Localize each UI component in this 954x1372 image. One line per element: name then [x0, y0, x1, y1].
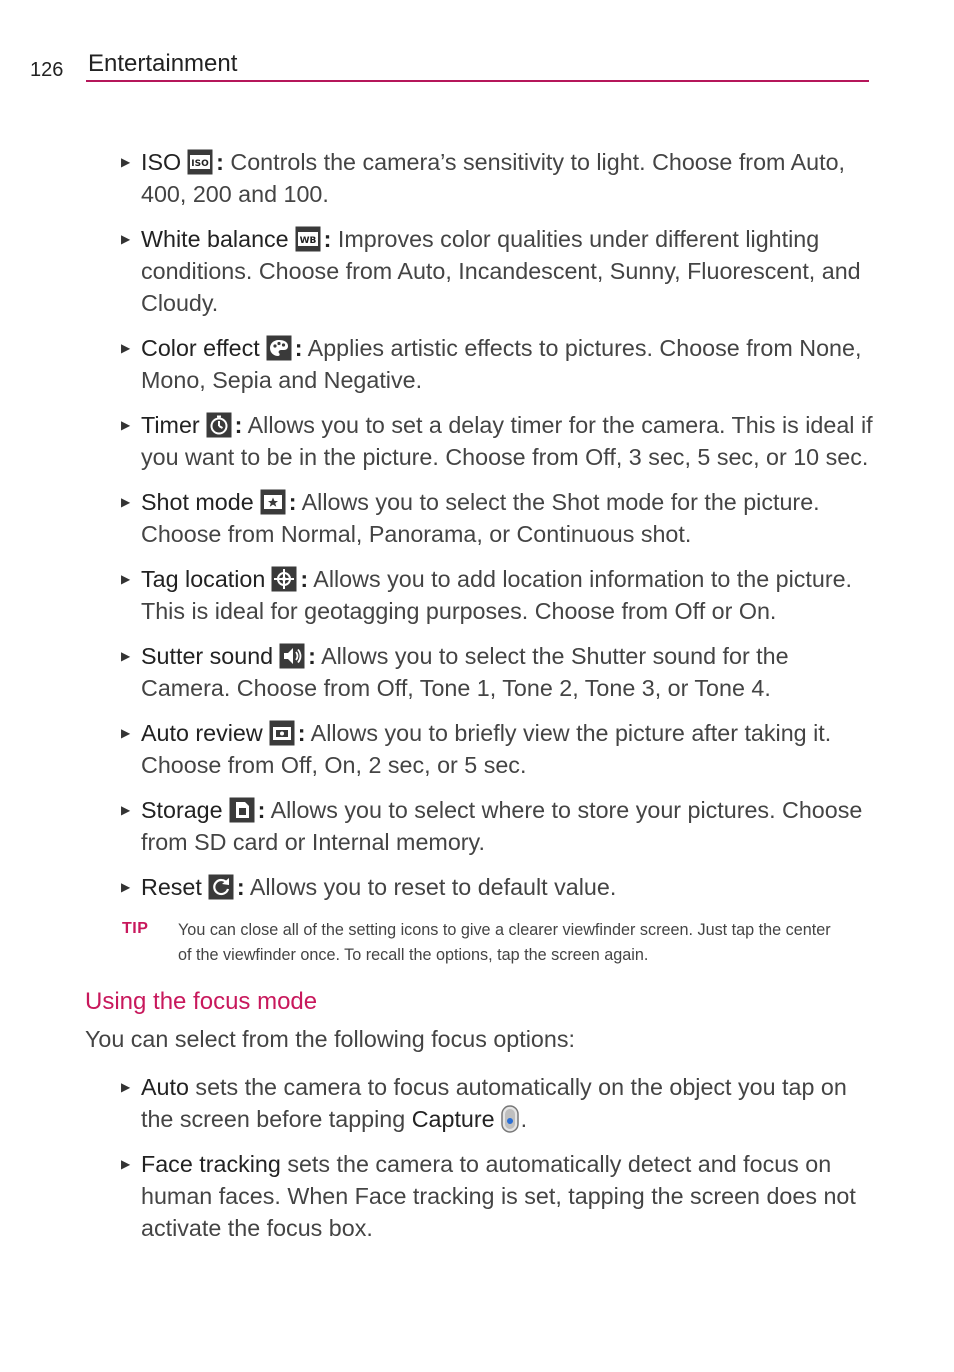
list-item-color-effect: [118, 332, 878, 396]
item-separator: :: [216, 149, 224, 175]
svg-text:WB: WB: [299, 236, 317, 246]
item-description: Controls the camera’s sensitivity to light. Choose from Auto, 400, 200 and 100.: [141, 149, 846, 207]
storage-icon: [229, 797, 255, 823]
bullet-icon: ▶: [121, 803, 131, 817]
list-item-shot-mode: [118, 486, 878, 550]
tag-location-icon: [271, 566, 297, 592]
item-term: Sutter sound: [141, 643, 274, 669]
shutter-sound-icon: [279, 643, 305, 669]
item-term: Color effect: [141, 335, 260, 361]
list-item-tag-location: [118, 563, 878, 627]
tip-text: You can close all of the setting icons to give a clearer viewfinder screen. Just tap the center of the viewfinder once. To recall the options, tap the screen again.: [178, 921, 831, 964]
item-separator: :: [300, 566, 309, 592]
item-term: Auto review: [141, 720, 263, 746]
item-end: .: [520, 1106, 528, 1132]
list-item-white-balance: [118, 223, 878, 319]
list-item-auto-focus: [118, 1071, 878, 1135]
focus-options-list: [118, 1071, 878, 1257]
item-term: Timer: [141, 412, 200, 438]
item-separator: :: [323, 226, 332, 252]
item-term: Tag location: [141, 566, 266, 592]
list-item-face-tracking: [118, 1148, 878, 1244]
item-term: Face tracking: [141, 1151, 281, 1177]
item-description: Allows you to select where to store your pictures. Choose from SD card or Internal memory.: [141, 797, 863, 855]
reset-icon: [208, 874, 234, 900]
item-separator: :: [297, 720, 306, 746]
item-description: Improves color qualities under different lighting conditions. Choose from Auto, Incandescent, Sunny, Fluorescent, and Cloudy.: [141, 226, 861, 316]
list-item-shutter-sound: [118, 640, 878, 704]
list-item-auto-review: [118, 717, 878, 781]
list-item-iso: [118, 146, 878, 210]
list-item-storage: [118, 794, 878, 858]
focus-mode-heading: Using the focus mode: [85, 988, 318, 1015]
list-item-timer: [118, 409, 878, 473]
section-title: Entertainment: [88, 50, 238, 77]
capture-label: Capture: [411, 1106, 495, 1132]
item-term: Reset: [141, 874, 202, 900]
item-term: Storage: [141, 797, 223, 823]
item-term: Auto: [141, 1074, 189, 1100]
auto-review-icon: [269, 720, 295, 746]
item-separator: :: [234, 412, 243, 438]
page-number: 126: [30, 59, 64, 81]
white-balance-icon: [295, 226, 321, 252]
bullet-icon: ▶: [121, 418, 131, 432]
bullet-icon: ▶: [121, 1157, 131, 1171]
shot-mode-icon: [260, 489, 286, 515]
item-description: Applies artistic effects to pictures. Choose from None, Mono, Sepia and Negative.: [141, 335, 862, 393]
bullet-icon: ▶: [121, 155, 131, 169]
bullet-icon: ▶: [121, 880, 131, 894]
tip-label: TIP: [122, 920, 149, 937]
bullet-icon: ▶: [121, 649, 131, 663]
item-term: ISO: [141, 149, 182, 175]
bullet-icon: ▶: [121, 341, 131, 355]
item-separator: :: [308, 643, 316, 669]
item-description: sets the camera to focus automatically on the object you tap on the screen before tapping: [141, 1074, 847, 1132]
list-item-reset: [118, 871, 878, 903]
item-separator: :: [236, 874, 245, 900]
capture-button-icon: [501, 1105, 519, 1133]
bullet-icon: ▶: [121, 572, 131, 586]
bullet-icon: ▶: [121, 726, 131, 740]
item-term: Shot mode: [141, 489, 254, 515]
bullet-icon: ▶: [121, 232, 131, 246]
color-effect-icon: [266, 335, 292, 361]
bullet-icon: ▶: [121, 1080, 131, 1094]
focus-intro: You can select from the following focus options:: [85, 1026, 575, 1052]
iso-icon: [187, 149, 213, 175]
item-description: sets the camera to automatically detect and focus on human faces. When Face tracking is set, tapping the screen does not activate the focus box.: [141, 1151, 856, 1241]
item-description: Allows you to reset to default value.: [249, 874, 617, 900]
header-rule: [86, 80, 869, 82]
item-separator: :: [294, 335, 303, 361]
timer-icon: [206, 412, 232, 438]
item-term: White balance: [141, 226, 289, 252]
page-header: [30, 48, 869, 84]
svg-text:ISO: ISO: [191, 159, 209, 169]
item-separator: :: [257, 797, 266, 823]
bullet-icon: ▶: [121, 495, 131, 509]
item-description: Allows you to select the Shot mode for the picture. Choose from Normal, Panorama, or Continuous shot.: [141, 489, 820, 547]
camera-settings-list: [118, 146, 878, 916]
item-separator: :: [288, 489, 297, 515]
item-description: Allows you to set a delay timer for the camera. This is ideal if you want to be in the picture. Choose from Off, 3 sec, 5 sec, or 10 sec.: [141, 412, 873, 470]
item-description: Allows you to briefly view the picture after taking it. Choose from Off, On, 2 sec, or 5 sec.: [141, 720, 832, 778]
item-description: Allows you to select the Shutter sound for the Camera. Choose from Off, Tone 1, Tone 2, Tone 3, or Tone 4.: [141, 643, 789, 701]
item-description: Allows you to add location information to the picture. This is ideal for geotagging purposes. Choose from Off or On.: [141, 566, 853, 624]
